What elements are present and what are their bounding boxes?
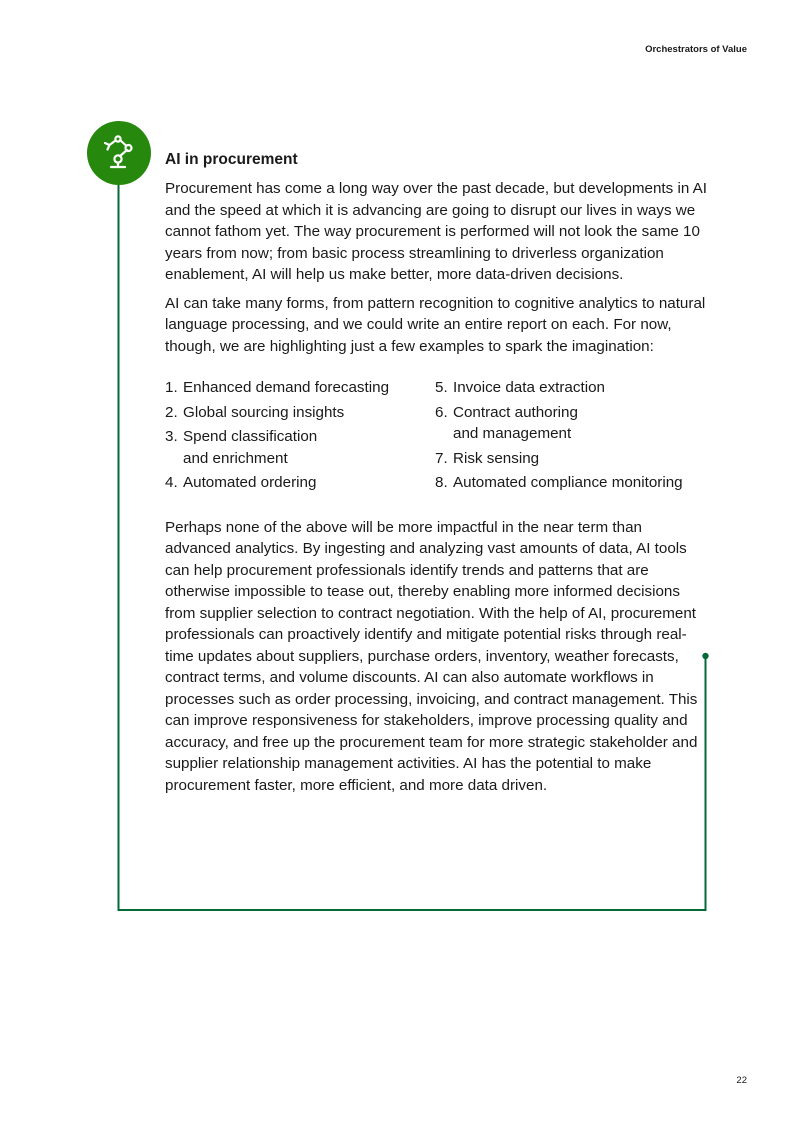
list-item: 4. Automated ordering	[165, 474, 317, 491]
page-number: 22	[736, 1075, 747, 1086]
examples-list	[165, 377, 710, 497]
list-item: 8. Automated compliance monitoring	[435, 474, 683, 491]
examples-list-right	[435, 377, 710, 497]
section-content	[165, 150, 710, 803]
list-item: 6. Contract authoring and management	[435, 403, 578, 442]
intro-paragraph-2: AI can take many forms, from pattern recognition to cognitive analytics to natural language processing, and we could write an entire report on each. For now, though, we are highlighting just a few examples to spark the imagination:	[165, 294, 706, 355]
section-icon-badge	[87, 121, 151, 185]
closing-paragraph: Perhaps none of the above will be more impactful in the near term than advanced analytics. By ingesting and analyzing vast amounts of data, AI tools can help procurement professionals identify trends and patterns that are otherwise impossible to tease out, thereby enabling more informed decisions from supplier selection to contract negotiation. With the help of AI, procurement professionals can proactively identify and mitigate potential risks through real-time updates about suppliers, purchase orders, inventory, weather forecasts, contract terms, and volume discounts. AI can also automate workflows in processes such as order processing, invoicing, and contract management. This can improve responsiveness for stakeholders, improve processing quality and accuracy, and free up the procurement team for more strategic stakeholder and supplier relationship management activities. AI has the potential to make procurement faster, more efficient, and more data driven.	[165, 518, 698, 794]
robotic-arm-icon	[98, 132, 140, 174]
running-title: Orchestrators of Value	[645, 44, 747, 55]
list-item: 2. Global sourcing insights	[165, 403, 345, 421]
list-item: 3. Spend classification and enrichment	[165, 428, 318, 467]
examples-list-left	[165, 377, 435, 497]
list-item: 1. Enhanced demand forecasting	[165, 379, 390, 396]
section-title: AI in procurement	[165, 151, 298, 168]
list-item: 7. Risk sensing	[435, 449, 540, 467]
list-item: 5. Invoice data extraction	[435, 379, 605, 396]
intro-paragraph-1: Procurement has come a long way over the past decade, but developments in AI and the speed at which it is advancing are going to disrupt our lives in ways we cannot fathom yet. The way procurement is performed will not look the same 10 years from now; from basic process streamlining to driverless organization enablement, AI will help us make better, more data-driven decisions.	[165, 180, 708, 283]
